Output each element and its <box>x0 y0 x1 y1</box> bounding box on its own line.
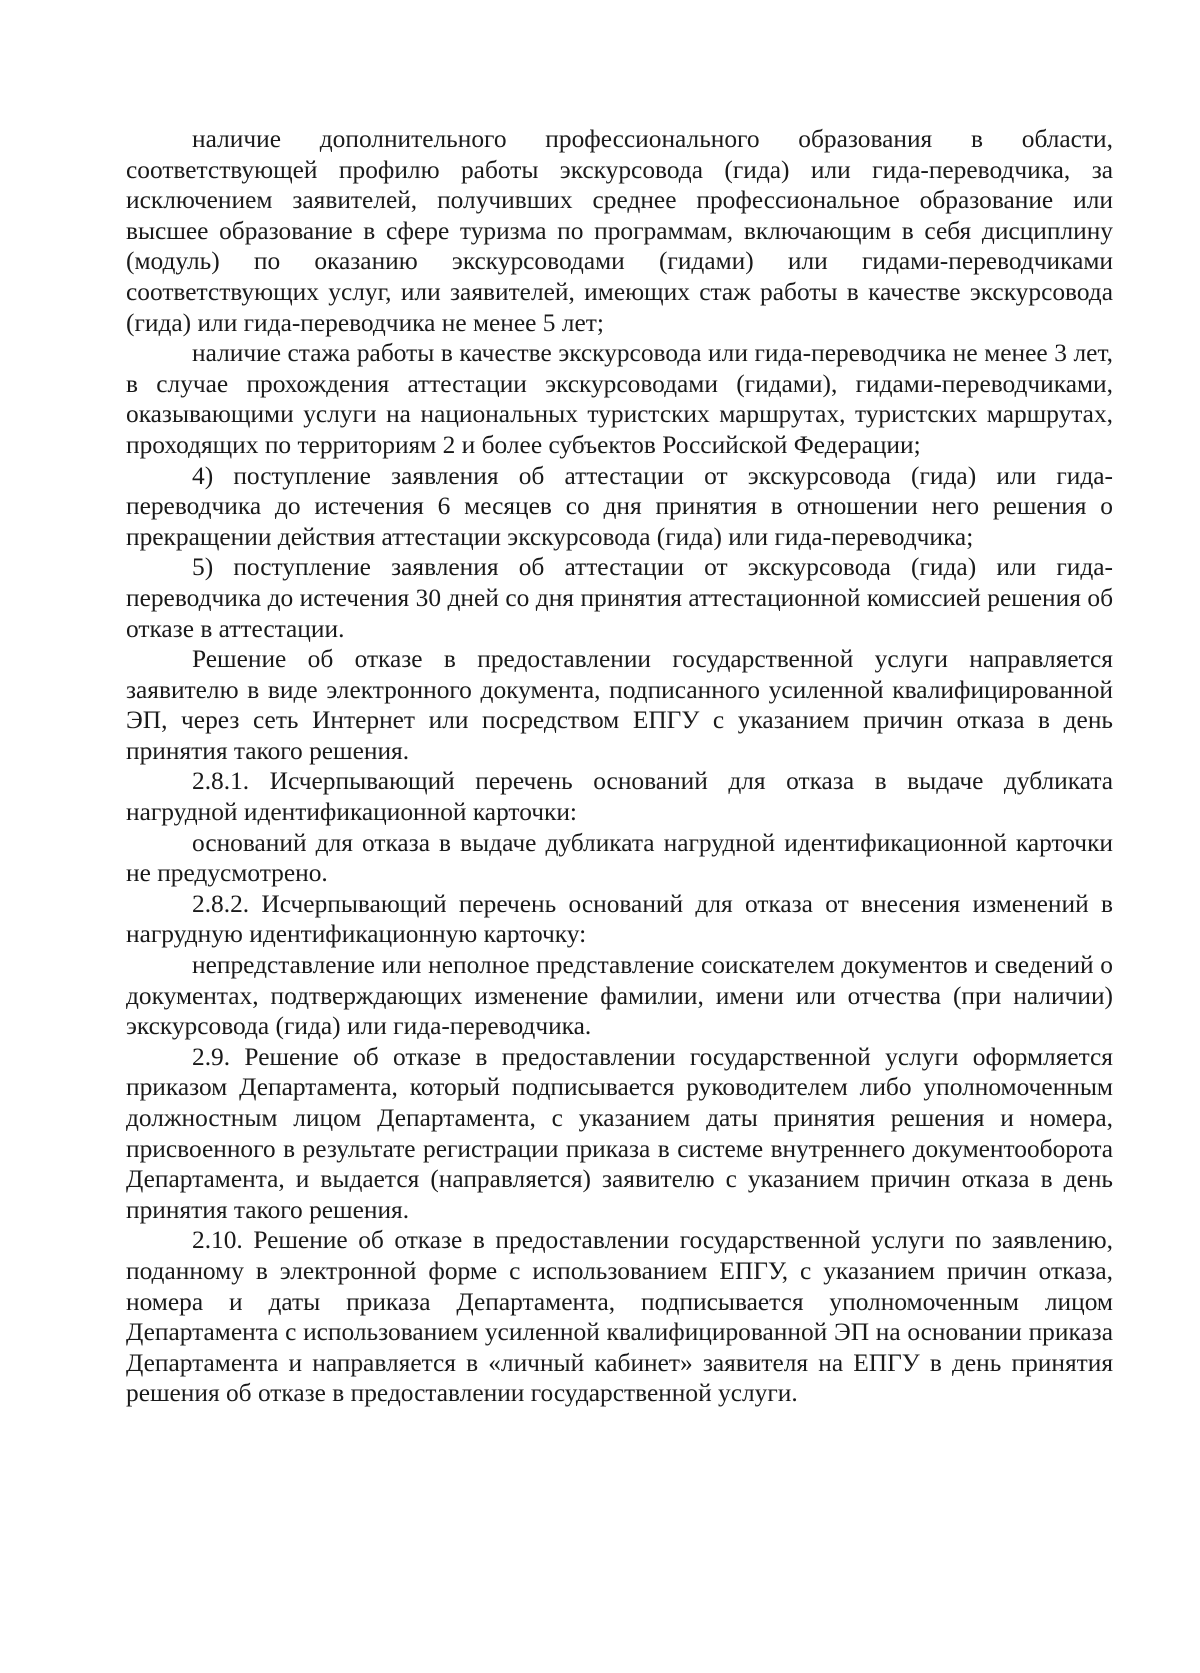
paragraph-2-9: 2.9. Решение об отказе в предоставлении государственной услуги оформляется приказом Департамента, который подписывается руководителем либо уполномоченным должностным лицом Департамента, с указанием даты принятия решения и номера, присвоенного в результате регистрации приказа в системе внутреннего документооборота Департамента, и выдается (направляется) заявителю с указанием причин отказа в день принятия такого решения. <box>126 1042 1113 1224</box>
paragraph-no-grounds-duplicate: оснований для отказа в выдаче дубликата нагрудной идентификационной карточки не предусмотрено. <box>126 828 1113 888</box>
paragraph-refusal-decision: Решение об отказе в предоставлении государственной услуги направляется заявителю в виде электронного документа, подписанного усиленной квалифицированной ЭП, через сеть Интернет или посредством ЕПГУ с указанием причин отказа в день принятия такого решения. <box>126 645 1113 765</box>
paragraph-2-10: 2.10. Решение об отказе в предоставлении государственной услуги по заявлению, поданному в электронной форме с использованием ЕПГУ, с указанием причин отказа, номера и даты приказа Департамента, подписывается уполномоченным лицом Департамента с использованием усиленной квалифицированной ЭП на основании приказа Департамента и направляется в «личный кабинет» заявителя на ЕПГУ в день принятия решения об отказе в предоставлении государственной услуги. <box>126 1226 1113 1408</box>
paragraph-2-8-1: 2.8.1. Исчерпывающий перечень оснований для отказа в выдаче дубликата нагрудной идентификационной карточки: <box>126 767 1113 827</box>
paragraph-2-8-2: 2.8.2. Исчерпывающий перечень оснований для отказа от внесения изменений в нагрудную идентификационную карточку: <box>126 889 1113 949</box>
paragraph-work-experience: наличие стажа работы в качестве экскурсовода или гида-переводчика не менее 3 лет, в случае прохождения аттестации экскурсоводами (гидами), гидами-переводчиками, оказывающими услуги на национальных туристских маршрутах, туристских маршрутах, проходящих по территориям 2 и более субъектов Российской Федерации; <box>126 339 1113 459</box>
paragraph-additional-education: наличие дополнительного профессионального образования в области, соответствующей профилю работы экскурсовода (гида) или гида-переводчика, за исключением заявителей, получивших среднее профессиональное образование или высшее образование в сфере туризма по программам, включающим в себя дисциплину (модуль) по оказанию экскурсоводами (гидами) или гидами-переводчиками соответствующих услуг, или заявителей, имеющих стаж работы в качестве экскурсовода (гида) или гида-переводчика не менее 5 лет; <box>126 125 1113 337</box>
paragraph-non-submission: непредставление или неполное представление соискателем документов и сведений о документах, подтверждающих изменение фамилии, имени или отчества (при наличии) экскурсовода (гида) или гида-переводчика. <box>126 951 1113 1041</box>
document-body <box>126 124 1113 1409</box>
paragraph-item-4: 4) поступление заявления об аттестации от экскурсовода (гида) или гида-переводчика до истечения 6 месяцев со дня принятия в отношении него решения о прекращении действия аттестации экскурсовода (гида) или гида-переводчика; <box>126 461 1113 551</box>
paragraph-item-5: 5) поступление заявления об аттестации от экскурсовода (гида) или гида-переводчика до истечения 30 дней со дня принятия аттестационной комиссией решения об отказе в аттестации. <box>126 553 1113 643</box>
